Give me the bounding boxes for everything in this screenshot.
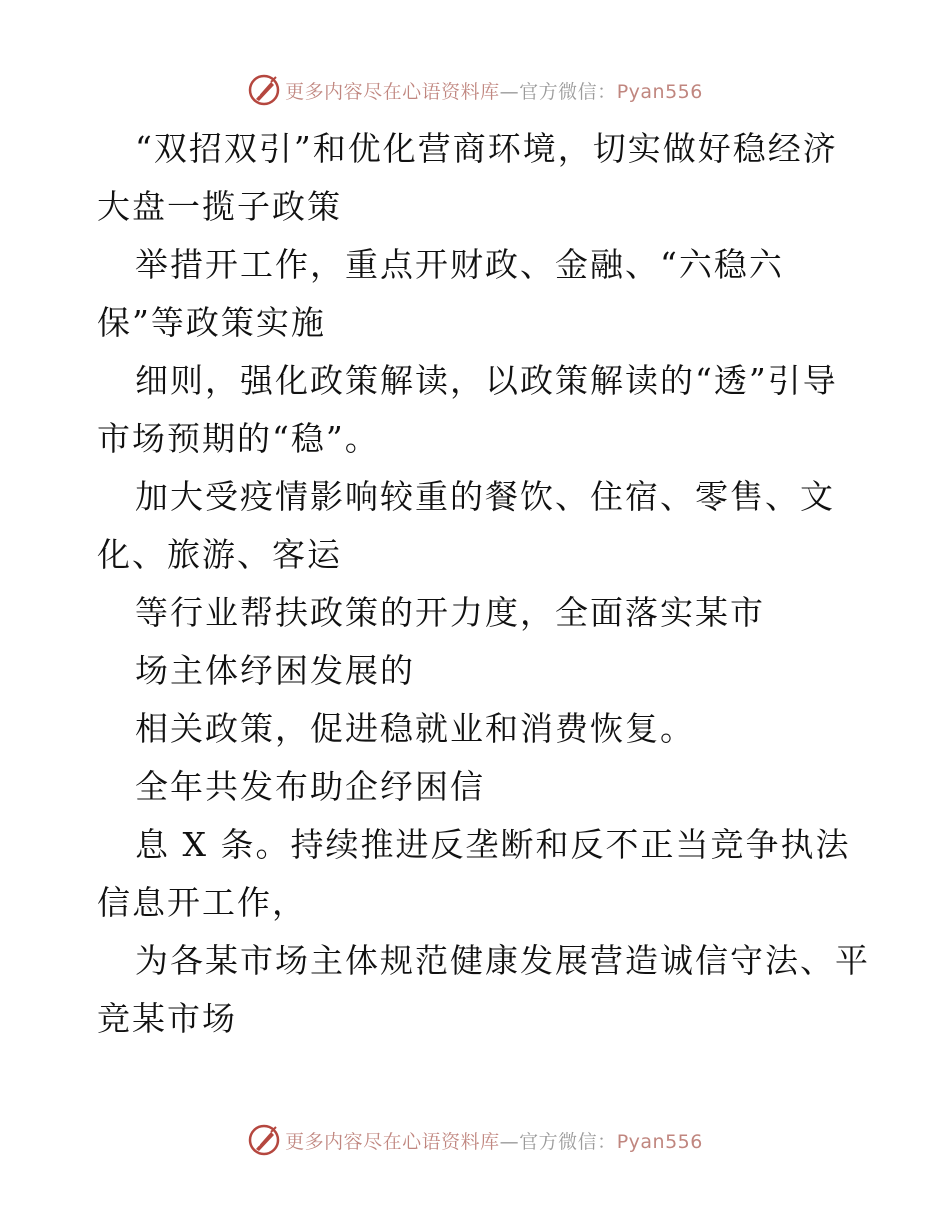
body-line: “双招双引”和优化营商环境，切实做好稳经济	[135, 129, 838, 168]
body-line: 等行业帮扶政策的开力度，全面落实某市	[135, 593, 765, 632]
body-line: 全年共发布助企纾困信	[135, 767, 485, 806]
footer-watermark	[0, 1120, 950, 1160]
watermark-text	[285, 1127, 703, 1154]
body-line: 保”等政策实施	[97, 303, 326, 342]
watermark-group	[247, 1123, 703, 1157]
watermark-account: Pyan556	[616, 1130, 703, 1153]
body-line: 化、旅游、客运	[97, 535, 342, 574]
body-line: 息 X 条。持续推进反垄断和反不正当竞争执法	[135, 825, 851, 864]
quill-pen-logo-icon	[247, 1123, 281, 1157]
watermark-text	[285, 77, 703, 104]
body-line: 细则，强化政策解读，以政策解读的“透”引导	[135, 361, 838, 400]
watermark-label: 官方微信：	[519, 1130, 617, 1153]
body-line: 相关政策，促进稳就业和消费恢复。	[135, 709, 695, 748]
body-line: 大盘一揽子政策	[97, 187, 342, 226]
quill-pen-logo-icon	[247, 73, 281, 107]
body-line: 信息开工作，	[97, 883, 307, 922]
watermark-brand: 更多内容尽在心语资料库	[285, 1130, 500, 1153]
watermark-label: 官方微信：	[519, 80, 617, 103]
watermark-separator: —	[499, 80, 520, 103]
body-line: 场主体纾困发展的	[135, 651, 415, 690]
body-line: 竞某市场	[97, 999, 237, 1038]
body-line: 举措开工作，重点开财政、金融、“六稳六	[135, 245, 784, 284]
body-line: 市场预期的“稳”。	[97, 419, 380, 458]
body-line: 为各某市场主体规范健康发展营造诚信守法、平	[135, 941, 870, 980]
header-watermark	[0, 70, 950, 110]
watermark-separator: —	[499, 1130, 520, 1153]
watermark-group	[247, 73, 703, 107]
document-body	[97, 120, 870, 1048]
watermark-account: Pyan556	[616, 80, 703, 103]
watermark-brand: 更多内容尽在心语资料库	[285, 80, 500, 103]
body-line: 加大受疫情影响较重的餐饮、住宿、零售、文	[135, 477, 835, 516]
